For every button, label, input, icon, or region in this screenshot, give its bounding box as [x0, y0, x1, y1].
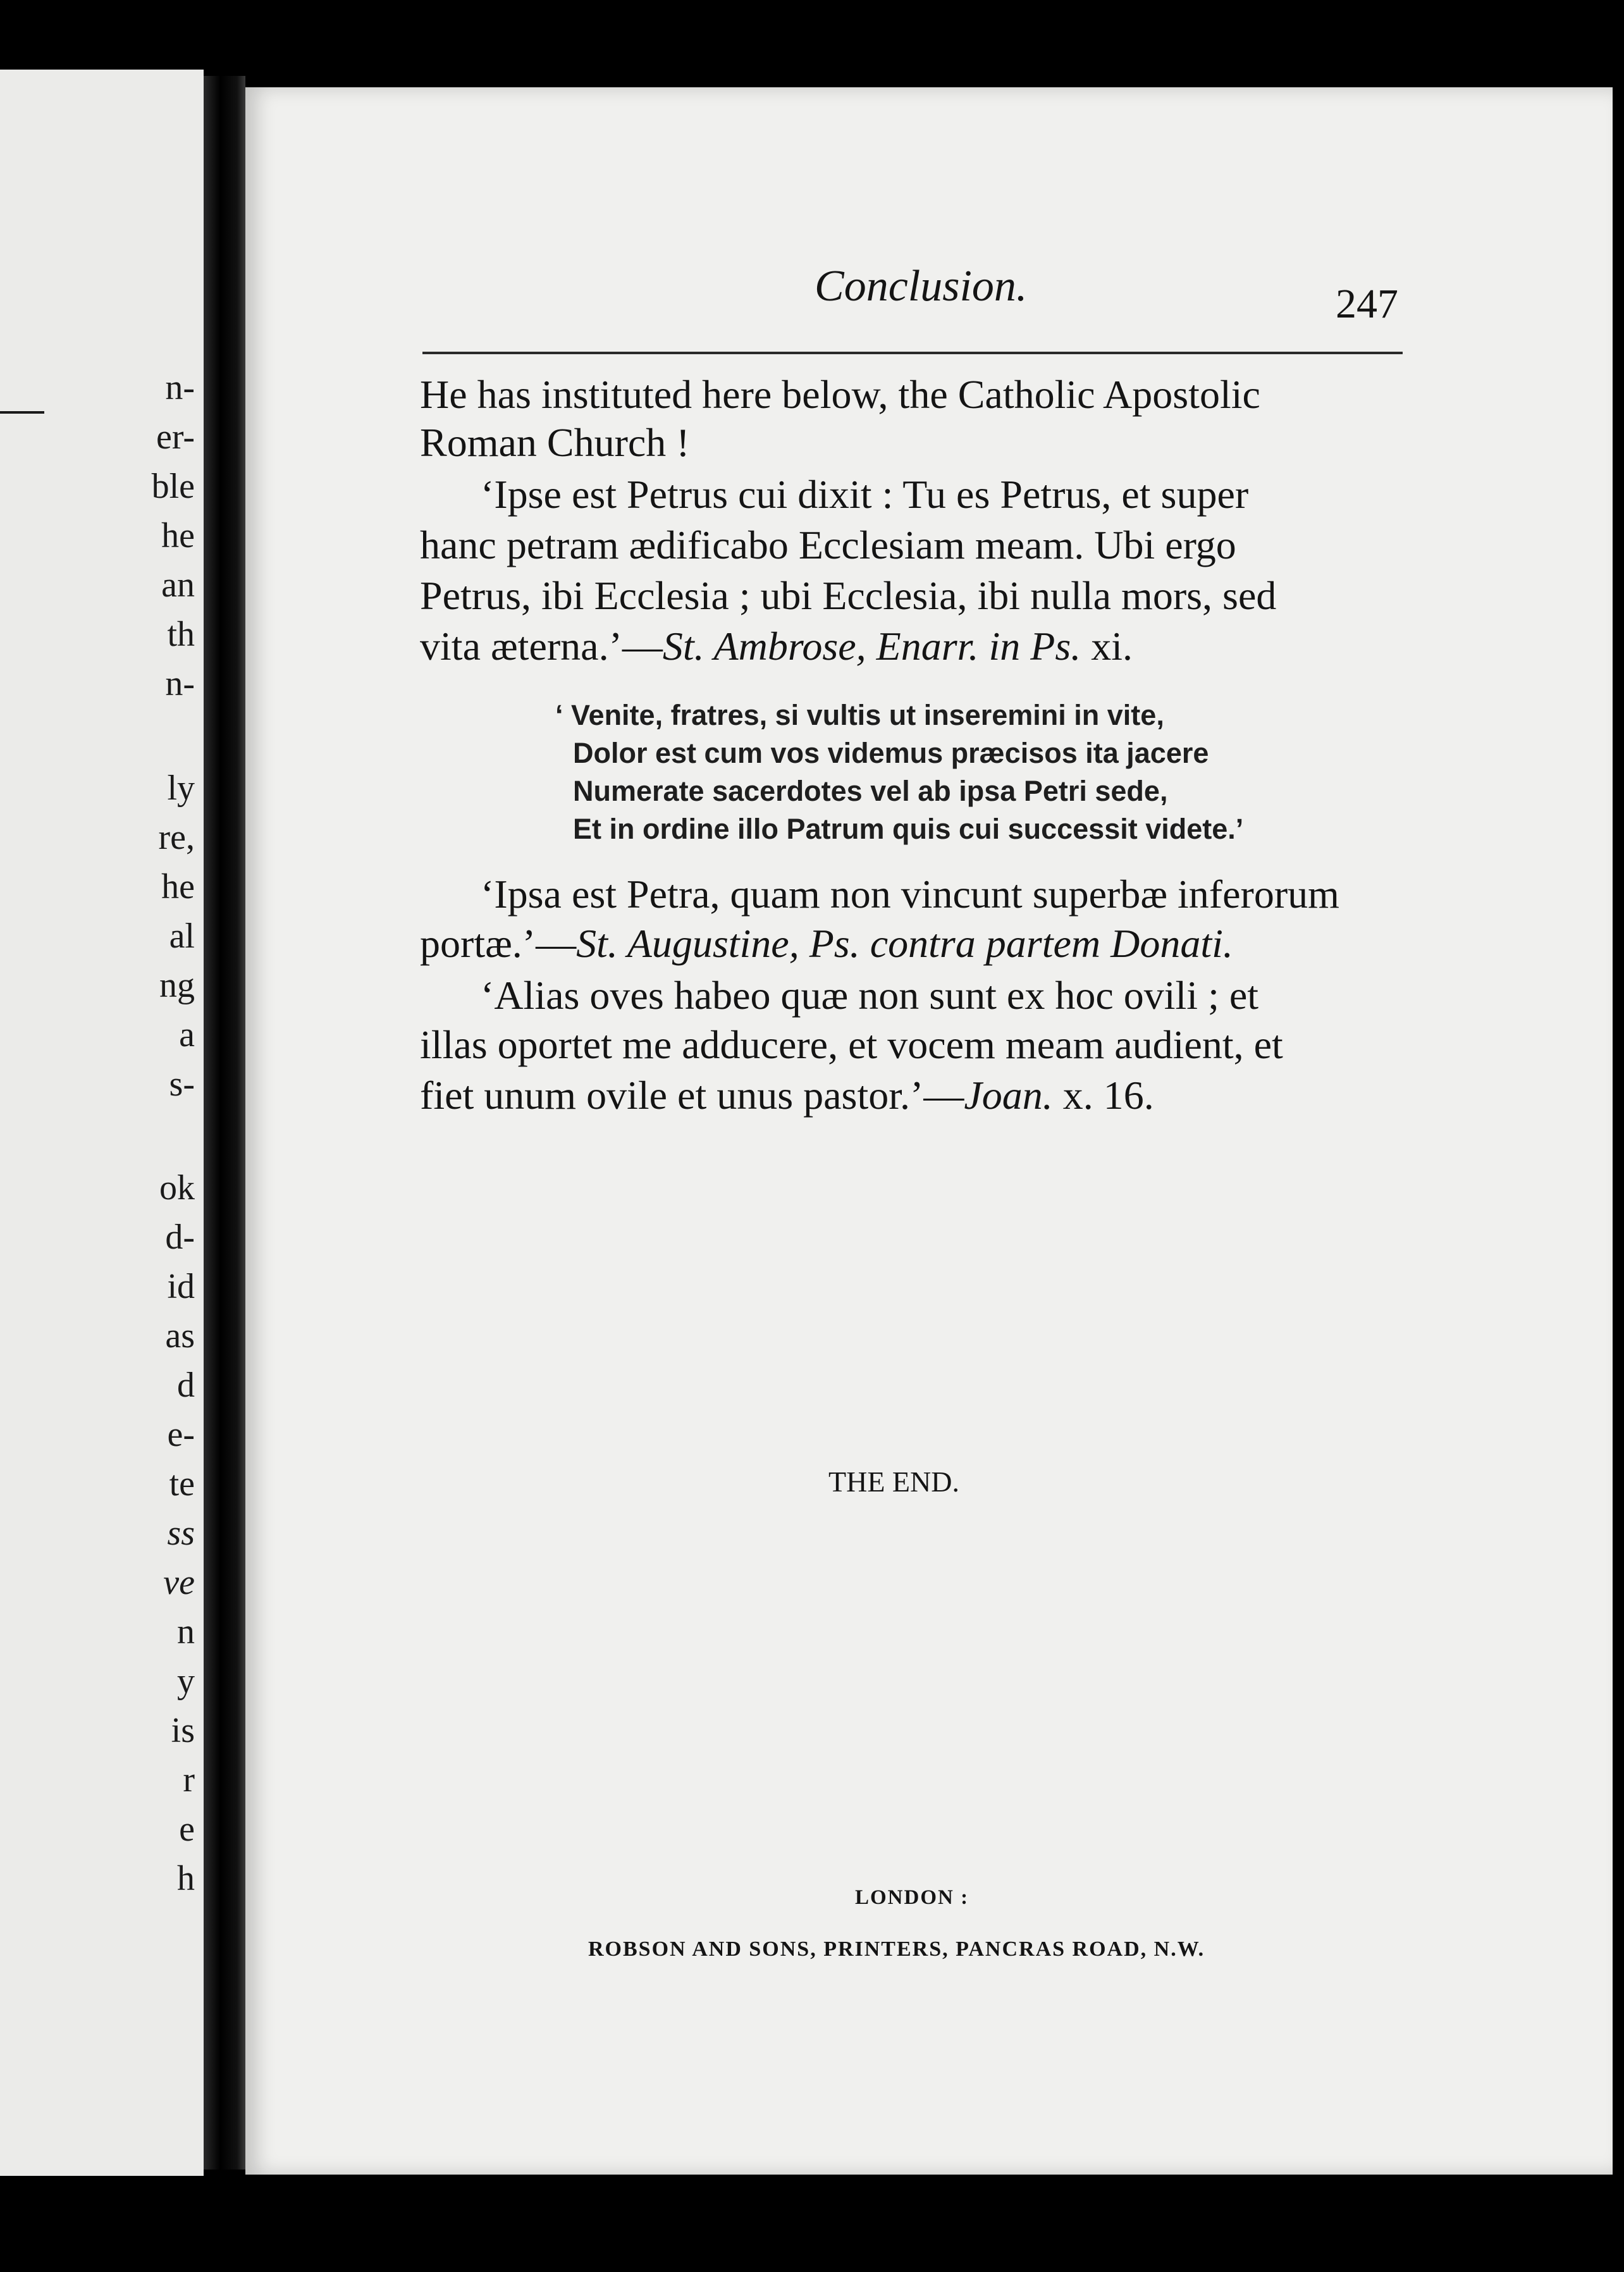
facing-fragment: te [169, 1464, 195, 1503]
facing-fragment: ve [163, 1563, 195, 1602]
facing-fragment: is [171, 1711, 195, 1750]
facing-fragment: d [177, 1366, 195, 1405]
paragraph-line: ‘Ipsa est Petra, quam non vincunt superbæ inferorum [481, 872, 1339, 917]
facing-fragment: he [161, 516, 195, 555]
paragraph-line: Petrus, ibi Ecclesia ; ubi Ecclesia, ibi nulla mors, sed [420, 573, 1277, 618]
citation: St. Ambrose, Enarr. in Ps. [662, 624, 1081, 669]
facing-page-rule [0, 411, 44, 414]
paragraph-line: ‘Alias oves habeo quæ non sunt ex hoc ovili ; et [481, 973, 1259, 1018]
facing-fragment: ly [167, 769, 195, 808]
citation-suffix: xi. [1081, 624, 1133, 669]
facing-fragment: id [167, 1267, 195, 1306]
facing-fragment: th [167, 615, 195, 654]
citation: St. Augustine, Ps. contra partem Donati. [576, 921, 1233, 966]
paragraph-line: Roman Church ! [420, 420, 690, 465]
paragraph-line: He has instituted here below, the Catholic Apostolic [420, 372, 1260, 417]
facing-fragment: h [177, 1859, 195, 1898]
facing-fragment: y [177, 1662, 195, 1701]
citation: Joan. [964, 1073, 1053, 1118]
paragraph-line: illas oportet me adducere, et vocem meam audient, et [420, 1022, 1283, 1067]
paragraph-line [420, 626, 1133, 667]
quote-text: fiet unum ovile et unus pastor.’— [420, 1073, 964, 1118]
the-end: THE END. [828, 1466, 959, 1498]
imprint-place: LONDON : [855, 1886, 969, 1909]
header-rule [422, 352, 1403, 354]
verse-line: ‘ Venite, fratres, si vultis ut inseremini in vite, [555, 699, 1164, 731]
imprint-printer: ROBSON AND SONS, PRINTERS, PANCRAS ROAD, N.W. [588, 1937, 1205, 1961]
verse-line: Dolor est cum vos videmus præcisos ita jacere [573, 737, 1209, 769]
facing-fragment: al [169, 917, 195, 956]
facing-fragment: e- [167, 1415, 195, 1454]
citation-suffix: x. 16. [1052, 1073, 1154, 1118]
facing-fragment: ng [159, 966, 195, 1005]
facing-fragment: ble [151, 467, 195, 506]
facing-fragment: e [179, 1810, 195, 1849]
quote-text: vita æterna.’— [420, 624, 663, 669]
facing-fragment: ss [167, 1514, 195, 1553]
facing-fragment: s- [169, 1065, 195, 1104]
verse-line: Et in ordine illo Patrum quis cui successit videte.’ [573, 813, 1244, 845]
facing-fragment: r [183, 1760, 195, 1800]
book-gutter [204, 76, 245, 2170]
facing-fragment: d- [165, 1218, 195, 1257]
running-title: Conclusion. [815, 262, 1028, 311]
facing-fragment: n [177, 1612, 195, 1652]
facing-fragment: a [179, 1015, 195, 1054]
facing-fragment: an [161, 565, 195, 605]
facing-fragment: as [165, 1316, 195, 1355]
facing-fragment: n- [165, 368, 195, 407]
facing-page [0, 70, 204, 2176]
verse-line: Numerate sacerdotes vel ab ipsa Petri sede, [573, 775, 1168, 807]
paragraph-line: ‘Ipse est Petrus cui dixit : Tu es Petrus, et super [481, 472, 1249, 517]
paragraph-line: hanc petram ædificabo Ecclesiam meam. Ubi ergo [420, 522, 1236, 567]
quote-text: portæ.’— [420, 921, 577, 966]
facing-fragment: er- [156, 417, 195, 457]
facing-fragment: ok [159, 1168, 195, 1207]
paragraph-line [420, 923, 1233, 964]
paragraph-line [420, 1075, 1154, 1116]
facing-fragment: re, [158, 818, 195, 857]
facing-fragment: n- [165, 664, 195, 703]
page-number: 247 [1336, 281, 1398, 327]
facing-fragment: he [161, 867, 195, 906]
